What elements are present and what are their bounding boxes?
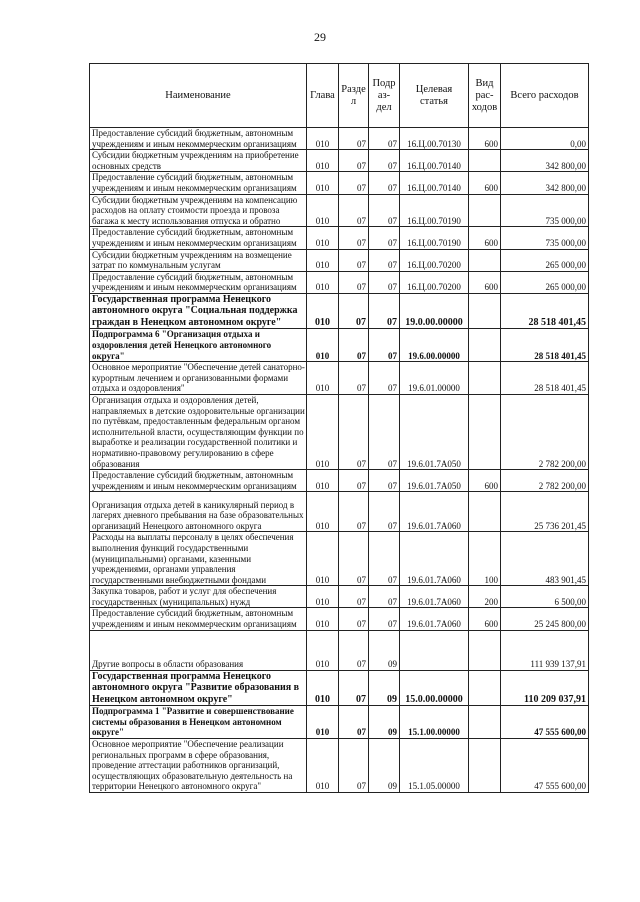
cell-razdel: 07 bbox=[339, 227, 369, 249]
cell-podrazdel: 07 bbox=[369, 362, 400, 395]
cell-vid: 600 bbox=[469, 271, 501, 293]
cell-razdel: 07 bbox=[339, 738, 369, 792]
cell-podrazdel: 07 bbox=[369, 249, 400, 271]
cell-podrazdel: 07 bbox=[369, 586, 400, 608]
cell-total: 0,00 bbox=[501, 128, 589, 150]
cell-total: 265 000,00 bbox=[501, 249, 589, 271]
cell-glava: 010 bbox=[307, 329, 339, 362]
table-row bbox=[90, 362, 589, 395]
cell-vid bbox=[469, 329, 501, 362]
cell-article: 19.6.01.00000 bbox=[400, 362, 469, 395]
cell-razdel: 07 bbox=[339, 194, 369, 227]
cell-vid bbox=[469, 670, 501, 706]
cell-total: 2 782 200,00 bbox=[501, 470, 589, 492]
cell-glava: 010 bbox=[307, 271, 339, 293]
table-row bbox=[90, 172, 589, 194]
cell-razdel: 07 bbox=[339, 172, 369, 194]
cell-article: 15.1.00.00000 bbox=[400, 706, 469, 739]
table-row bbox=[90, 738, 589, 792]
cell-total: 342 800,00 bbox=[501, 150, 589, 172]
cell-vid: 600 bbox=[469, 470, 501, 492]
cell-total: 265 000,00 bbox=[501, 271, 589, 293]
cell-glava: 010 bbox=[307, 630, 339, 670]
cell-article: 19.6.01.7A060 bbox=[400, 492, 469, 532]
table-row bbox=[90, 329, 589, 362]
cell-glava: 010 bbox=[307, 227, 339, 249]
cell-name: Предоставление субсидий бюджетным, автономным учреждениям и иным некоммерческим организациям bbox=[90, 608, 307, 630]
cell-vid: 600 bbox=[469, 608, 501, 630]
cell-total: 25 736 201,45 bbox=[501, 492, 589, 532]
cell-glava: 010 bbox=[307, 470, 339, 492]
cell-razdel: 07 bbox=[339, 249, 369, 271]
cell-total: 735 000,00 bbox=[501, 227, 589, 249]
cell-glava: 010 bbox=[307, 394, 339, 469]
cell-name: Предоставление субсидий бюджетным, автономным учреждениям и иным некоммерческим организациям bbox=[90, 227, 307, 249]
cell-article: 16.Ц.00.70140 bbox=[400, 172, 469, 194]
header-article: Целевая статья bbox=[400, 64, 469, 128]
table-row bbox=[90, 227, 589, 249]
cell-article bbox=[400, 630, 469, 670]
cell-vid: 200 bbox=[469, 586, 501, 608]
cell-total: 342 800,00 bbox=[501, 172, 589, 194]
cell-total: 483 901,45 bbox=[501, 532, 589, 586]
cell-glava: 010 bbox=[307, 128, 339, 150]
cell-vid bbox=[469, 630, 501, 670]
cell-razdel: 07 bbox=[339, 362, 369, 395]
header-name: Наименование bbox=[90, 64, 307, 128]
table-row bbox=[90, 150, 589, 172]
cell-vid: 600 bbox=[469, 172, 501, 194]
expenditure-table bbox=[89, 63, 589, 793]
cell-article: 16.Ц.00.70140 bbox=[400, 150, 469, 172]
cell-name: Государственная программа Ненецкого автономного округа "Развитие образования в Ненецком автономном округе" bbox=[90, 670, 307, 706]
cell-vid bbox=[469, 293, 501, 329]
cell-article: 19.6.00.00000 bbox=[400, 329, 469, 362]
cell-article: 16.Ц.00.70200 bbox=[400, 271, 469, 293]
page-number: 29 bbox=[314, 30, 326, 44]
header-total: Всего расходов bbox=[501, 64, 589, 128]
table-row bbox=[90, 492, 589, 532]
cell-name: Предоставление субсидий бюджетным, автономным учреждениям и иным некоммерческим организациям bbox=[90, 470, 307, 492]
cell-article: 15.0.00.00000 bbox=[400, 670, 469, 706]
cell-total: 28 518 401,45 bbox=[501, 293, 589, 329]
cell-total: 2 782 200,00 bbox=[501, 394, 589, 469]
table-row bbox=[90, 706, 589, 739]
cell-podrazdel: 07 bbox=[369, 150, 400, 172]
cell-glava: 010 bbox=[307, 670, 339, 706]
cell-razdel: 07 bbox=[339, 706, 369, 739]
cell-name: Расходы на выплаты персоналу в целях обеспечения выполнения функций государственными (муниципальными) органами, казенными учреждениями, органами управления государственными внебюджетными фондами bbox=[90, 532, 307, 586]
cell-name: Предоставление субсидий бюджетным, автономным учреждениям и иным некоммерческим организациям bbox=[90, 128, 307, 150]
cell-glava: 010 bbox=[307, 608, 339, 630]
cell-name: Предоставление субсидий бюджетным, автономным учреждениям и иным некоммерческим организациям bbox=[90, 271, 307, 293]
table-row bbox=[90, 249, 589, 271]
cell-podrazdel: 07 bbox=[369, 172, 400, 194]
cell-glava: 010 bbox=[307, 249, 339, 271]
cell-podrazdel: 07 bbox=[369, 608, 400, 630]
cell-razdel: 07 bbox=[339, 670, 369, 706]
cell-name: Другие вопросы в области образования bbox=[90, 630, 307, 670]
cell-razdel: 07 bbox=[339, 329, 369, 362]
table-row bbox=[90, 293, 589, 329]
cell-podrazdel: 07 bbox=[369, 128, 400, 150]
header-vid: Вид рас- ходов bbox=[469, 64, 501, 128]
cell-podrazdel: 07 bbox=[369, 329, 400, 362]
cell-vid bbox=[469, 394, 501, 469]
cell-razdel: 07 bbox=[339, 150, 369, 172]
cell-name: Организация отдыха и оздоровления детей, направляемых в детские оздоровительные организации по путёвкам, предоставленным федеральным органом исполнительной власти, осуществляющим функции по выработке и реализации государственной политики и нормативно-правовому регулированию в сфере образования bbox=[90, 394, 307, 469]
cell-vid bbox=[469, 492, 501, 532]
cell-glava: 010 bbox=[307, 150, 339, 172]
cell-podrazdel: 09 bbox=[369, 630, 400, 670]
cell-glava: 010 bbox=[307, 706, 339, 739]
cell-podrazdel: 07 bbox=[369, 271, 400, 293]
cell-article: 16.Ц.00.70190 bbox=[400, 194, 469, 227]
cell-glava: 010 bbox=[307, 532, 339, 586]
cell-podrazdel: 07 bbox=[369, 394, 400, 469]
cell-vid: 600 bbox=[469, 227, 501, 249]
cell-article: 16.Ц.00.70130 bbox=[400, 128, 469, 150]
table-row bbox=[90, 670, 589, 706]
cell-article: 19.6.01.7A050 bbox=[400, 394, 469, 469]
cell-razdel: 07 bbox=[339, 394, 369, 469]
cell-article: 19.6.01.7A060 bbox=[400, 586, 469, 608]
cell-vid bbox=[469, 738, 501, 792]
table-row bbox=[90, 470, 589, 492]
cell-podrazdel: 09 bbox=[369, 670, 400, 706]
cell-podrazdel: 07 bbox=[369, 293, 400, 329]
cell-razdel: 07 bbox=[339, 271, 369, 293]
cell-article: 19.6.01.7A060 bbox=[400, 608, 469, 630]
cell-razdel: 07 bbox=[339, 532, 369, 586]
cell-vid bbox=[469, 194, 501, 227]
cell-name: Подпрограмма 1 "Развитие и совершенствование системы образования в Ненецком автономном округе" bbox=[90, 706, 307, 739]
cell-name: Субсидии бюджетным учреждениям на компенсацию расходов на оплату стоимости проезда и провоза багажа к месту использования отпуска и обратно bbox=[90, 194, 307, 227]
cell-razdel: 07 bbox=[339, 128, 369, 150]
cell-total: 111 939 137,91 bbox=[501, 630, 589, 670]
cell-name: Основное мероприятие "Обеспечение реализации региональных программ в сфере образования, проведение аттестации работников организаций, осуществляющих образовательную деятельность на территории Ненецкого автономного округа" bbox=[90, 738, 307, 792]
cell-vid bbox=[469, 150, 501, 172]
cell-article: 16.Ц.00.70200 bbox=[400, 249, 469, 271]
cell-name: Государственная программа Ненецкого автономного округа "Социальная поддержка граждан в Ненецком автономном округе" bbox=[90, 293, 307, 329]
cell-name: Предоставление субсидий бюджетным, автономным учреждениям и иным некоммерческим организациям bbox=[90, 172, 307, 194]
cell-podrazdel: 07 bbox=[369, 194, 400, 227]
cell-article: 16.Ц.00.70190 bbox=[400, 227, 469, 249]
cell-name: Организация отдыха детей в каникулярный период в лагерях дневного пребывания на базе образовательных организаций Ненецкого автономного округа bbox=[90, 492, 307, 532]
cell-podrazdel: 09 bbox=[369, 706, 400, 739]
cell-vid bbox=[469, 249, 501, 271]
cell-total: 47 555 600,00 bbox=[501, 738, 589, 792]
cell-article: 19.6.01.7A060 bbox=[400, 532, 469, 586]
cell-glava: 010 bbox=[307, 293, 339, 329]
cell-razdel: 07 bbox=[339, 293, 369, 329]
cell-total: 735 000,00 bbox=[501, 194, 589, 227]
cell-podrazdel: 07 bbox=[369, 227, 400, 249]
cell-article: 15.1.05.00000 bbox=[400, 738, 469, 792]
cell-glava: 010 bbox=[307, 194, 339, 227]
cell-name: Основное мероприятие "Обеспечение детей санаторно-курортным лечением и организованными формами отдыха и оздоровления" bbox=[90, 362, 307, 395]
cell-glava: 010 bbox=[307, 172, 339, 194]
cell-article: 19.6.01.7A050 bbox=[400, 470, 469, 492]
cell-razdel: 07 bbox=[339, 470, 369, 492]
cell-vid bbox=[469, 706, 501, 739]
cell-razdel: 07 bbox=[339, 630, 369, 670]
cell-total: 6 500,00 bbox=[501, 586, 589, 608]
cell-podrazdel: 09 bbox=[369, 738, 400, 792]
header-podrazdel: Подр аз- дел bbox=[369, 64, 400, 128]
cell-razdel: 07 bbox=[339, 586, 369, 608]
cell-glava: 010 bbox=[307, 492, 339, 532]
cell-total: 110 209 037,91 bbox=[501, 670, 589, 706]
cell-name: Закупка товаров, работ и услуг для обеспечения государственных (муниципальных) нужд bbox=[90, 586, 307, 608]
table-row bbox=[90, 271, 589, 293]
cell-vid bbox=[469, 362, 501, 395]
table-row bbox=[90, 630, 589, 670]
cell-total: 47 555 600,00 bbox=[501, 706, 589, 739]
header-razdel: Разде л bbox=[339, 64, 369, 128]
cell-article: 19.0.00.00000 bbox=[400, 293, 469, 329]
cell-glava: 010 bbox=[307, 738, 339, 792]
table-header-row bbox=[90, 64, 589, 128]
table-row bbox=[90, 586, 589, 608]
table-body bbox=[90, 128, 589, 793]
cell-razdel: 07 bbox=[339, 492, 369, 532]
cell-name: Подпрограмма 6 "Организация отдыха и оздоровления детей Ненецкого автономного округа" bbox=[90, 329, 307, 362]
table-row bbox=[90, 532, 589, 586]
cell-podrazdel: 07 bbox=[369, 532, 400, 586]
cell-total: 28 518 401,45 bbox=[501, 362, 589, 395]
table-row bbox=[90, 194, 589, 227]
cell-total: 28 518 401,45 bbox=[501, 329, 589, 362]
cell-vid: 600 bbox=[469, 128, 501, 150]
table-row bbox=[90, 394, 589, 469]
cell-name: Субсидии бюджетным учреждениям на возмещение затрат по коммунальным услугам bbox=[90, 249, 307, 271]
cell-vid: 100 bbox=[469, 532, 501, 586]
header-glava: Глава bbox=[307, 64, 339, 128]
cell-glava: 010 bbox=[307, 362, 339, 395]
table-row bbox=[90, 128, 589, 150]
cell-glava: 010 bbox=[307, 586, 339, 608]
cell-podrazdel: 07 bbox=[369, 470, 400, 492]
cell-podrazdel: 07 bbox=[369, 492, 400, 532]
cell-total: 25 245 800,00 bbox=[501, 608, 589, 630]
table-row bbox=[90, 608, 589, 630]
cell-razdel: 07 bbox=[339, 608, 369, 630]
cell-name: Субсидии бюджетным учреждениям на приобретение основных средств bbox=[90, 150, 307, 172]
